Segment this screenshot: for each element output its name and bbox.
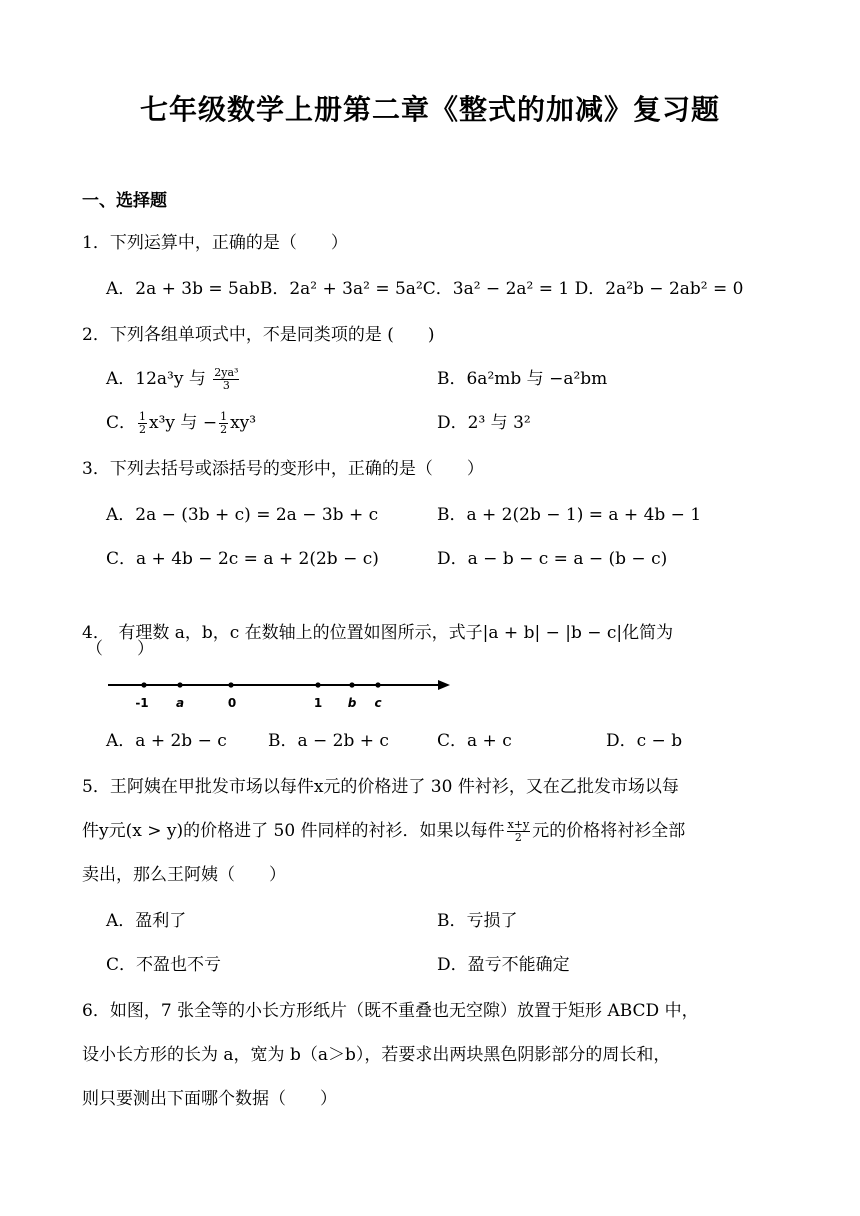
q4-option-b: B．a − 2b + c: [268, 731, 389, 751]
q5-option-b: B．亏损了: [437, 911, 518, 931]
label-zero: 0: [227, 696, 237, 710]
q3-option-d: D．a − b − c = a − (b − c): [437, 549, 668, 569]
q5-line-2-prefix: 件y元(x > y)的价格进了 50 件同样的衬衫．如果以每件: [82, 821, 505, 841]
fraction-numerator: 1: [220, 410, 228, 423]
q2-option-a-text: A．12a³y 与: [106, 369, 206, 389]
fraction-denominator: 3: [222, 379, 230, 392]
label-a: a: [175, 696, 185, 710]
q6-line-1: 6．如图，7 张全等的小长方形纸片（既不重叠也无空隙）放置于矩形 ABCD 中，: [82, 1001, 699, 1021]
number-line-arrow: [438, 680, 450, 690]
q2-option-c-suffix: xy³: [230, 413, 257, 433]
q2-option-c: [106, 410, 256, 436]
label-one: 1: [313, 696, 323, 710]
fraction-numerator: 1: [139, 410, 147, 423]
q2-option-c-fraction-1: [138, 411, 147, 436]
q2-option-b: B．6a²mb 与 −a²bm: [437, 369, 608, 389]
section-heading: 一、选择题: [82, 191, 167, 211]
q4-option-a: A．a + 2b − c: [106, 731, 227, 751]
q4-option-c: C．a + c: [437, 731, 512, 751]
number-line-figure: [106, 672, 466, 718]
point-b: [349, 682, 354, 687]
q3-stem: 3．下列去括号或添括号的变形中，正确的是（ ）: [82, 459, 484, 479]
q2-option-c-prefix: C．: [106, 413, 137, 433]
q5-line-3: 卖出，那么王阿姨（ ）: [82, 865, 286, 885]
q5-option-a: A．盈利了: [106, 911, 187, 931]
fraction-numerator: 2ya³: [214, 366, 239, 379]
q3-option-b: B．a + 2(2b − 1) = a + 4b − 1: [437, 505, 702, 525]
q2-stem: 2．下列各组单项式中，不是同类项的是 ( ): [82, 325, 435, 345]
q6-line-3: 则只要测出下面哪个数据（ ）: [82, 1089, 337, 1109]
point-one: [315, 682, 320, 687]
q5-option-d: D．盈亏不能确定: [437, 955, 570, 975]
q2-option-d: D．2³ 与 3²: [437, 413, 531, 433]
q1-options: A．2a + 3b = 5abB．2a² + 3a² = 5a²C．3a² − 2a² = 1 D．2a²b − 2ab² = 0: [106, 279, 744, 299]
q4-stem: 4． 有理数 a，b，c 在数轴上的位置如图所示，式子|a + b| − |b − c|化简为: [82, 623, 674, 643]
point-zero: [228, 682, 233, 687]
fraction-numerator: x+y: [507, 818, 530, 831]
q1-stem: 1．下列运算中，正确的是（ ）: [82, 233, 348, 253]
point-a: [177, 682, 182, 687]
q5-option-c: C．不盈也不亏: [106, 955, 222, 975]
q5-line-1: 5．王阿姨在甲批发市场以每件x元的价格进了 30 件衬衫，又在乙批发市场以每: [82, 777, 679, 797]
point-neg1: [141, 682, 146, 687]
fraction-denominator: 2: [139, 423, 147, 436]
q5-line-2: [82, 818, 685, 844]
q5-line-2-suffix: 元的价格将衬衫全部: [532, 821, 686, 841]
q3-option-c: C．a + 4b − 2c = a + 2(2b − c): [106, 549, 379, 569]
fraction-denominator: 2: [220, 423, 228, 436]
q4-option-d: D．c − b: [606, 731, 683, 751]
q6-line-2: 设小长方形的长为 a，宽为 b（a＞b），若要求出两块黑色阴影部分的周长和，: [82, 1045, 671, 1065]
q2-option-a: [106, 366, 241, 392]
label-b: b: [347, 696, 357, 710]
label-neg1: -1: [135, 696, 149, 710]
q2-option-c-middle: x³y 与 −: [149, 413, 218, 433]
fraction-denominator: 2: [514, 831, 522, 844]
label-c: c: [374, 696, 382, 710]
q3-option-a: A．2a − (3b + c) = 2a − 3b + c: [106, 505, 379, 525]
document-title: 七年级数学上册第二章《整式的加减》复习题: [139, 93, 720, 126]
point-c: [375, 682, 380, 687]
q5-fraction: [507, 819, 531, 844]
q2-option-c-fraction-2: [219, 411, 228, 436]
q4-paren: （ ）: [86, 639, 154, 659]
q2-option-a-fraction: [213, 367, 239, 392]
